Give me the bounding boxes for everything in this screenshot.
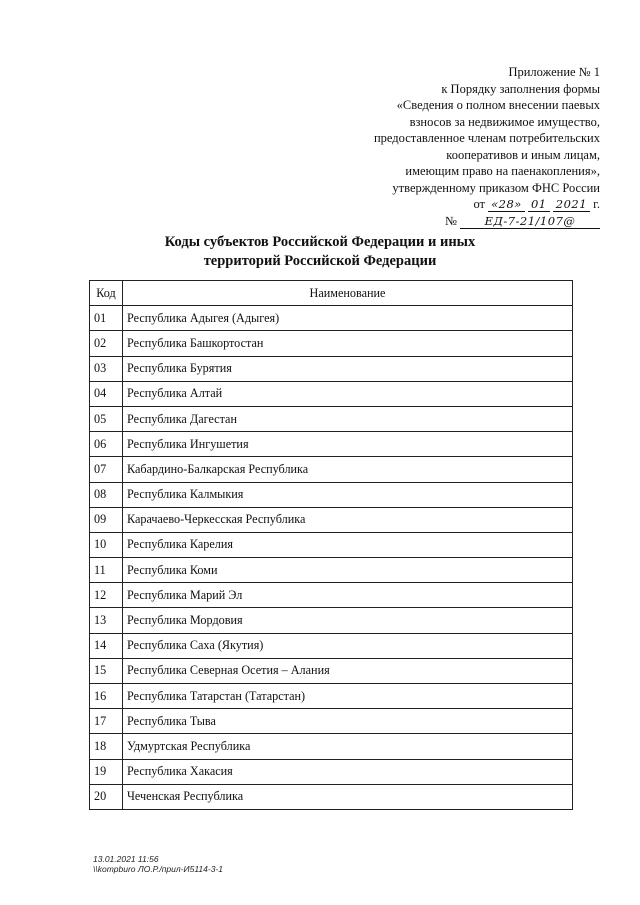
region-code: 16 [90, 684, 123, 709]
region-code: 07 [90, 457, 123, 482]
appendix-line: кооперативов и иным лицам, [446, 147, 600, 162]
table-row [90, 709, 573, 734]
region-name: Кабардино-Балкарская Республика [123, 457, 573, 482]
print-footer [93, 854, 223, 874]
table-row [90, 608, 573, 633]
table-row [90, 532, 573, 557]
date-suffix: г. [593, 197, 600, 211]
region-name: Республика Башкортостан [123, 331, 573, 356]
region-code: 13 [90, 608, 123, 633]
table-row [90, 406, 573, 431]
region-code: 06 [90, 432, 123, 457]
table-row [90, 457, 573, 482]
page-title [0, 233, 640, 271]
region-name: Республика Коми [123, 558, 573, 583]
region-name: Республика Дагестан [123, 406, 573, 431]
region-name: Удмуртская Республика [123, 734, 573, 759]
region-code: 11 [90, 558, 123, 583]
appendix-line: предоставленное членам потребительских [373, 131, 600, 145]
table-row [90, 507, 573, 532]
region-name: Республика Татарстан (Татарстан) [123, 684, 573, 709]
region-name: Республика Тыва [123, 709, 573, 734]
region-code: 17 [90, 709, 123, 734]
table-row [90, 759, 573, 784]
date-day: «28» [488, 198, 525, 212]
title-line-1: Коды субъектов Российской Федерации и иных [164, 234, 476, 250]
region-name: Республика Ингушетия [123, 432, 573, 457]
region-name: Карачаево-Черкесская Республика [123, 507, 573, 532]
region-name: Республика Северная Осетия – Алания [123, 658, 573, 683]
appendix-line: имеющим право на паенакопления», [405, 164, 600, 178]
table-row [90, 381, 573, 406]
region-code: 20 [90, 784, 123, 809]
table-row [90, 558, 573, 583]
order-number: ЕД-7-21/107@ [460, 215, 600, 229]
region-code: 15 [90, 658, 123, 683]
region-name: Чеченская Республика [123, 784, 573, 809]
table-row [90, 583, 573, 608]
region-name: Республика Мордовия [123, 608, 573, 633]
region-name: Республика Адыгея (Адыгея) [123, 306, 573, 331]
region-name: Республика Калмыкия [123, 482, 573, 507]
print-timestamp: 13.01.2021 11:56 [93, 854, 159, 864]
column-header-code: Код [90, 281, 123, 306]
region-code: 05 [90, 406, 123, 431]
region-code: 14 [90, 633, 123, 658]
appendix-line: утвержденному приказом ФНС России [392, 180, 600, 195]
appendix-line: «Сведения о полном внесении паевых [396, 98, 600, 112]
table-row [90, 432, 573, 457]
table-row [90, 306, 573, 331]
region-code: 03 [90, 356, 123, 381]
table-row [90, 356, 573, 381]
region-name: Республика Карелия [123, 532, 573, 557]
region-codes-table [89, 280, 573, 810]
table-row [90, 734, 573, 759]
table-row [90, 658, 573, 683]
date-year: 2021 [553, 198, 590, 212]
region-name: Республика Хакасия [123, 759, 573, 784]
region-code: 01 [90, 306, 123, 331]
file-path: \\kompburo ЛО.Р./прил-И5114-3-1 [93, 864, 223, 874]
table-row [90, 633, 573, 658]
order-date-line [280, 196, 600, 213]
order-number-line [280, 213, 600, 230]
appendix-line: к Порядку заполнения формы [441, 81, 600, 96]
appendix-header [280, 64, 600, 229]
table-row [90, 482, 573, 507]
date-prefix: от [473, 197, 486, 211]
table-row [90, 784, 573, 809]
appendix-line: взносов за недвижимое имущество, [409, 114, 600, 129]
region-name: Республика Саха (Якутия) [123, 633, 573, 658]
region-name: Республика Бурятия [123, 356, 573, 381]
region-name: Республика Марий Эл [123, 583, 573, 608]
region-code: 18 [90, 734, 123, 759]
table-row [90, 684, 573, 709]
region-name: Республика Алтай [123, 381, 573, 406]
region-code: 10 [90, 532, 123, 557]
region-code: 02 [90, 331, 123, 356]
title-line-2: территорий Российской Федерации [203, 253, 437, 269]
region-code: 08 [90, 482, 123, 507]
region-code: 12 [90, 583, 123, 608]
table-header-row [90, 281, 573, 306]
date-month: 01 [528, 198, 550, 212]
region-code: 19 [90, 759, 123, 784]
column-header-name: Наименование [123, 281, 573, 306]
region-code: 09 [90, 507, 123, 532]
region-code: 04 [90, 381, 123, 406]
number-prefix: № [444, 213, 457, 228]
table-row [90, 331, 573, 356]
appendix-line: Приложение № 1 [508, 65, 600, 79]
